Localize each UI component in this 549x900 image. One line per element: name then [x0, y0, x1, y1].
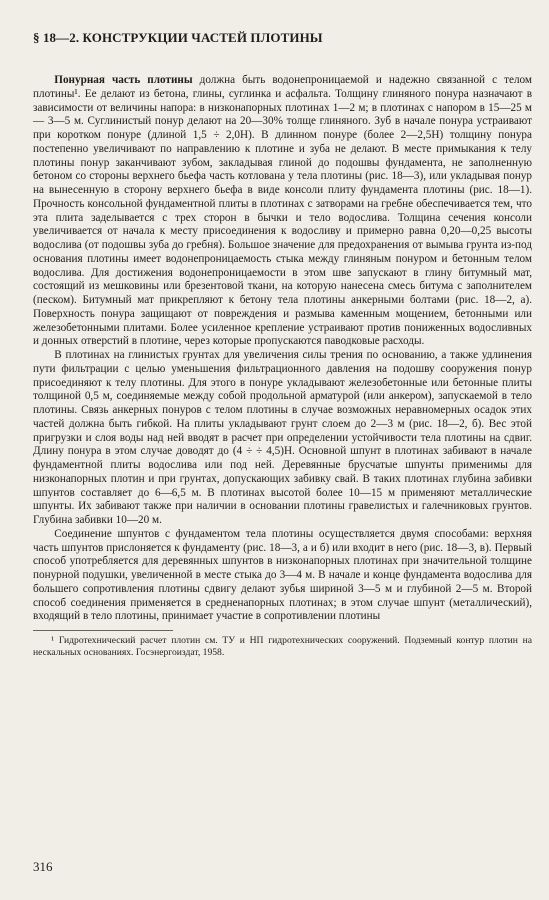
paragraph: [33, 74, 532, 349]
footnote-divider: [33, 630, 173, 631]
page-number: 316: [33, 859, 53, 874]
paragraph-text: должна быть водонепроницаемой и надежно связанной с телом плотины¹. Ее делают из бетона, глины, суглинка и асфальта. Толщину глиняного понура назначают в зависимости от величины напора: в низконапорных плотинах 1—2 м; в плотинах с напором в 15—25 м — 3—5 м. Суглинистый понур делают на 20—30% толще глиняного. Зуб в начале понура устраивают при коротком понуре (длиной 1,5 ÷ 2,0H). В длинном понуре (более 2—2,5H) толщину понура постепенно увеличивают по направлению к плотине и зуба не делают. В месте примыкания к телу плотины понур заканчивают зубом, закладывая глиной до подошвы фундамента, не заполненную бетоном со стороны верхнего бьефа часть котлована у тела плотины (рис. 18—3), или укладывая понур на вынесенную в сторону верхнего бьефа в виде консоли плиту фундамента плотины (рис. 18—1). Прочность консольной фундаментной плиты в плотинах с затворами на гребне обеспечивается тем, что эта плита заделывается с трех сторон в бычки и тело водослива. Толщина сечения консоли увеличивается от начала к месту присоединения к водосливу и примерно равна 0,20—0,25 высоты водослива (от подошвы зуба до гребня). Большое значение для предохранения от вымыва грунта из-под основания плотины имеет водонепроницаемость стыка между глиняным понуром и бетонным телом водослива. Для достижения водонепроницаемости в этом шве запускают в глину битумный мат, состоящий из мешковины или брезентовой ткани, на которую нанесена смесь битума с заполнителем (песком). Битумный мат прикрепляют к бетону тела плотины анкерными болтами (рис. 18—2, а). Поверхность понура защищают от повреждения и размыва каменным мощением, бетонными или железобетонными плитами. Более усиленное крепление устраивают против пониженных водосливных и донных отверстий в плотине, через которые пропускаются паводковые расходы.: [33, 74, 532, 348]
body-text: [33, 74, 532, 624]
paragraph: [33, 528, 532, 624]
paragraph-text: В плотинах на глинистых грунтах для увеличения силы трения по основанию, а также удлинения пути фильтрации с целью уменьшения фильтрационного давления на подошву сооружения понур присоединяют к телу плотины. Для этого в понуре укладывают железобетонные или бетонные плиты толщиной 0,5 м, соединяемые между собой продольной арматурой (или анкером), запускаемой в тело плотины. Связь анкерных понуров с телом плотины в случае возможных неравномерных осадок этих частей должна быть гибкой. На плиты укладывают грунт слоем до 2—3 м (рис. 18—2, б). Вес этой пригрузки и слоя воды над ней вводят в расчет при определении устойчивости тела плотины на сдвиг. Длину понура в этом случае доводят до (4 ÷ ÷ 4,5)H. Основной шпунт в плотинах забивают в начале фундаментной плиты водослива или под ней. Деревянные брусчатые шпунты применимы для низконапорных плотин и при грунтах, допускающих забивку свай. В таких плотинах глубина забивки шпунтов составляет до 6—6,5 м. В плотинах высотой более 10—15 м применяют металлические шпунты. Их забивают также при наличии в основании плотины гравелистых и галечниковых грунтов. Глубина забивки 10—20 м.: [33, 349, 532, 526]
paragraph-text: Соединение шпунтов с фундаментом тела плотины осуществляется двумя способами: верхняя часть шпунтов прислоняется к фундаменту (рис. 18—3, а и б) или входит в него (рис. 18—3, в). Первый способ употребляется для деревянных шпунтов в низконапорных плотинах при значительной толщине понурной подушки, увеличенной в месте стыка до 3—4 м. В начале и конце фундамента водослива для большего сопротивления плотины сдвигу делают зубья шириной 3—5 м и глубиной 2—5 м. Второй способ соединения применяется в средненапорных плотинах; в этом случае шпунт (металлический), входящий в тело плотины, принимает участие в сопротивлении плотины: [33, 527, 532, 623]
paragraph: [33, 349, 532, 528]
section-heading: § 18—2. КОНСТРУКЦИИ ЧАСТЕЙ ПЛОТИНЫ: [33, 30, 323, 45]
footnote: ¹ Гидротехнический расчет плотин см. ТУ и НП гидротехнических сооружений. Подземный контур плотин на нескальных основаниях. Госэнергоиздат, 1958.: [33, 635, 532, 658]
paragraph-lead: Понурная часть плотины: [54, 74, 193, 86]
